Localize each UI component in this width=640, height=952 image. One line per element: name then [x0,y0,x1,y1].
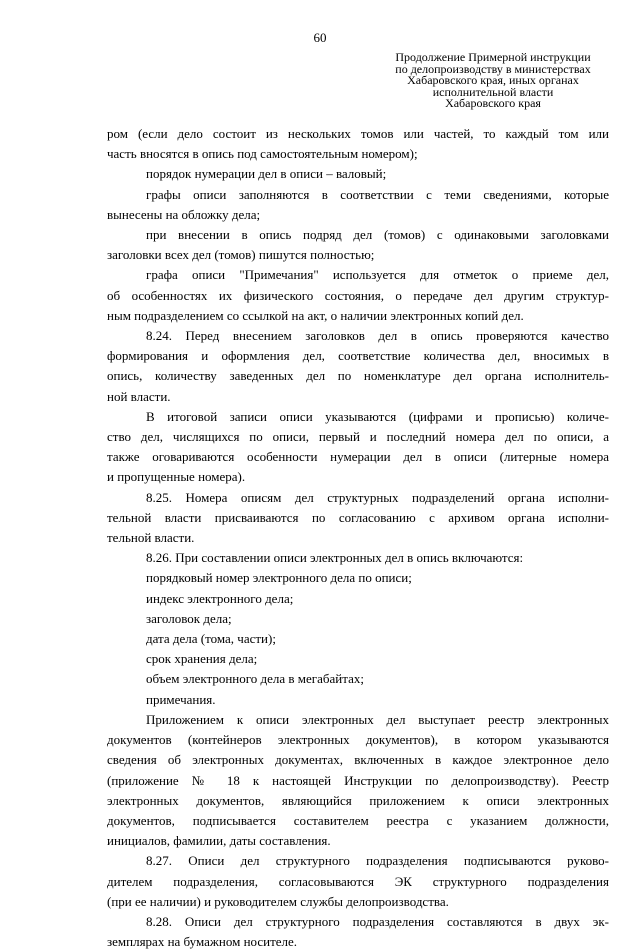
text-line: объем электронного дела в мегабайтах; [146,671,364,687]
paragraph [107,568,609,588]
paragraph [107,710,609,851]
text-line: заголовки всех дел (томов) пишутся полностью; [107,247,375,263]
text-line: заголовок дела; [146,610,232,626]
text-line: сведения об электронных документах, включенных в каждое электронное дело [107,752,609,768]
text-line: тельной власти присваиваются по согласованию с архивом органа исполни- [107,509,609,525]
text-line: документов (контейнеров электронных документов), в котором указываются [107,732,609,748]
text-line: при внесении в опись подряд дел (томов) с одинаковыми заголовками [146,227,609,243]
text-line: примечания. [146,691,216,707]
paragraph [107,124,609,164]
header-line: по делопроизводству в министерствах [395,61,591,76]
text-line: 8.26. При составлении описи электронных дел в опись включаются: [146,550,524,566]
text-line: об особенностях их физического состояния, о передаче дел другим структур- [107,287,609,303]
text-line: земплярах на бумажном носителе. [107,934,298,950]
header-line: Хабаровского края [445,96,541,111]
text-line: ство дел, числящихся по описи, первый и последний номера дел по описи, а [107,429,609,445]
text-line: дата дела (тома, части); [146,631,276,647]
paragraph [107,609,609,629]
paragraph [107,851,609,912]
text-line: (при ее наличии) и руководителем службы делопроизводства. [107,893,449,909]
text-line: 8.28. Описи дел структурного подразделения составляются в двух эк- [146,913,609,929]
paragraph [107,690,609,710]
text-line: формирования и оформления дел, соответствие количества дел, вносимых в [107,348,609,364]
paragraph [107,265,609,326]
paragraph [107,548,609,568]
text-line: ром (если дело состоит из нескольких томов или частей, то каждый том или [107,126,609,141]
text-line: опись, количеству заведенных дел по номенклатуре дел органа исполнитель- [107,368,609,384]
text-line: порядковый номер электронного дела по описи; [146,570,412,586]
text-line: графа описи "Примечания" используется для отметок о приеме дел, [146,267,609,283]
text-line: ным подразделением со ссылкой на акт, о наличии электронных копий дел. [107,307,524,323]
page-number: 60 [313,30,327,45]
paragraph [107,407,609,488]
text-line: и пропущенные номера). [107,469,246,485]
text-line: дителем подразделения, согласовываются ЭК структурного подразделения [107,873,609,889]
text-line: 8.24. Перед внесением заголовков дел в опись проверяются качество [146,328,609,344]
text-line: (приложение № 18 к настоящей Инструкции по делопроизводству). Реестр [107,772,609,788]
text-line: 8.27. Описи дел структурного подразделения подписываются руково- [146,853,609,869]
text-line: графы описи заполняются в соответствии с теми сведениями, которые [146,186,609,202]
text-line: В итоговой записи описи указываются (цифрами и прописью) количе- [146,408,609,424]
paragraph [107,629,609,649]
paragraph [107,912,609,952]
text-line: документов, подписывается составителем реестра с указанием должности, [107,812,609,828]
text-line: Приложением к описи электронных дел выступает реестр электронных [146,711,609,727]
text-line: инициалов, фамилии, даты составления. [107,833,331,849]
paragraph [107,225,609,265]
paragraph [107,326,609,407]
paragraph [107,185,609,225]
text-line: часть вносятся в опись под самостоятельным номером); [107,146,418,162]
header-line: Хабаровского края, иных органах [407,73,579,88]
paragraph [107,488,609,549]
header-line: исполнительной власти [432,84,554,99]
text-line: ной власти. [107,388,171,404]
paragraph [107,589,609,609]
document-body [107,124,609,952]
text-line: тельной власти. [107,530,195,546]
paragraph [107,164,609,184]
text-line: порядок нумерации дел в описи – валовый; [146,166,387,182]
paragraph [107,669,609,689]
header-line: Продолжение Примерной инструкции [395,50,591,64]
text-line: срок хранения дела; [146,651,258,667]
text-line: индекс электронного дела; [146,590,294,606]
paragraph [107,649,609,669]
document-header [378,52,608,110]
text-line: также оговариваются особенности нумерации дел в описи (литерные номера [107,449,609,465]
text-line: вынесены на обложку дела; [107,206,261,222]
text-line: 8.25. Номера описям дел структурных подразделений органа исполни- [146,489,609,505]
text-line: электронных документов, являющийся приложением к описи электронных [107,792,609,808]
